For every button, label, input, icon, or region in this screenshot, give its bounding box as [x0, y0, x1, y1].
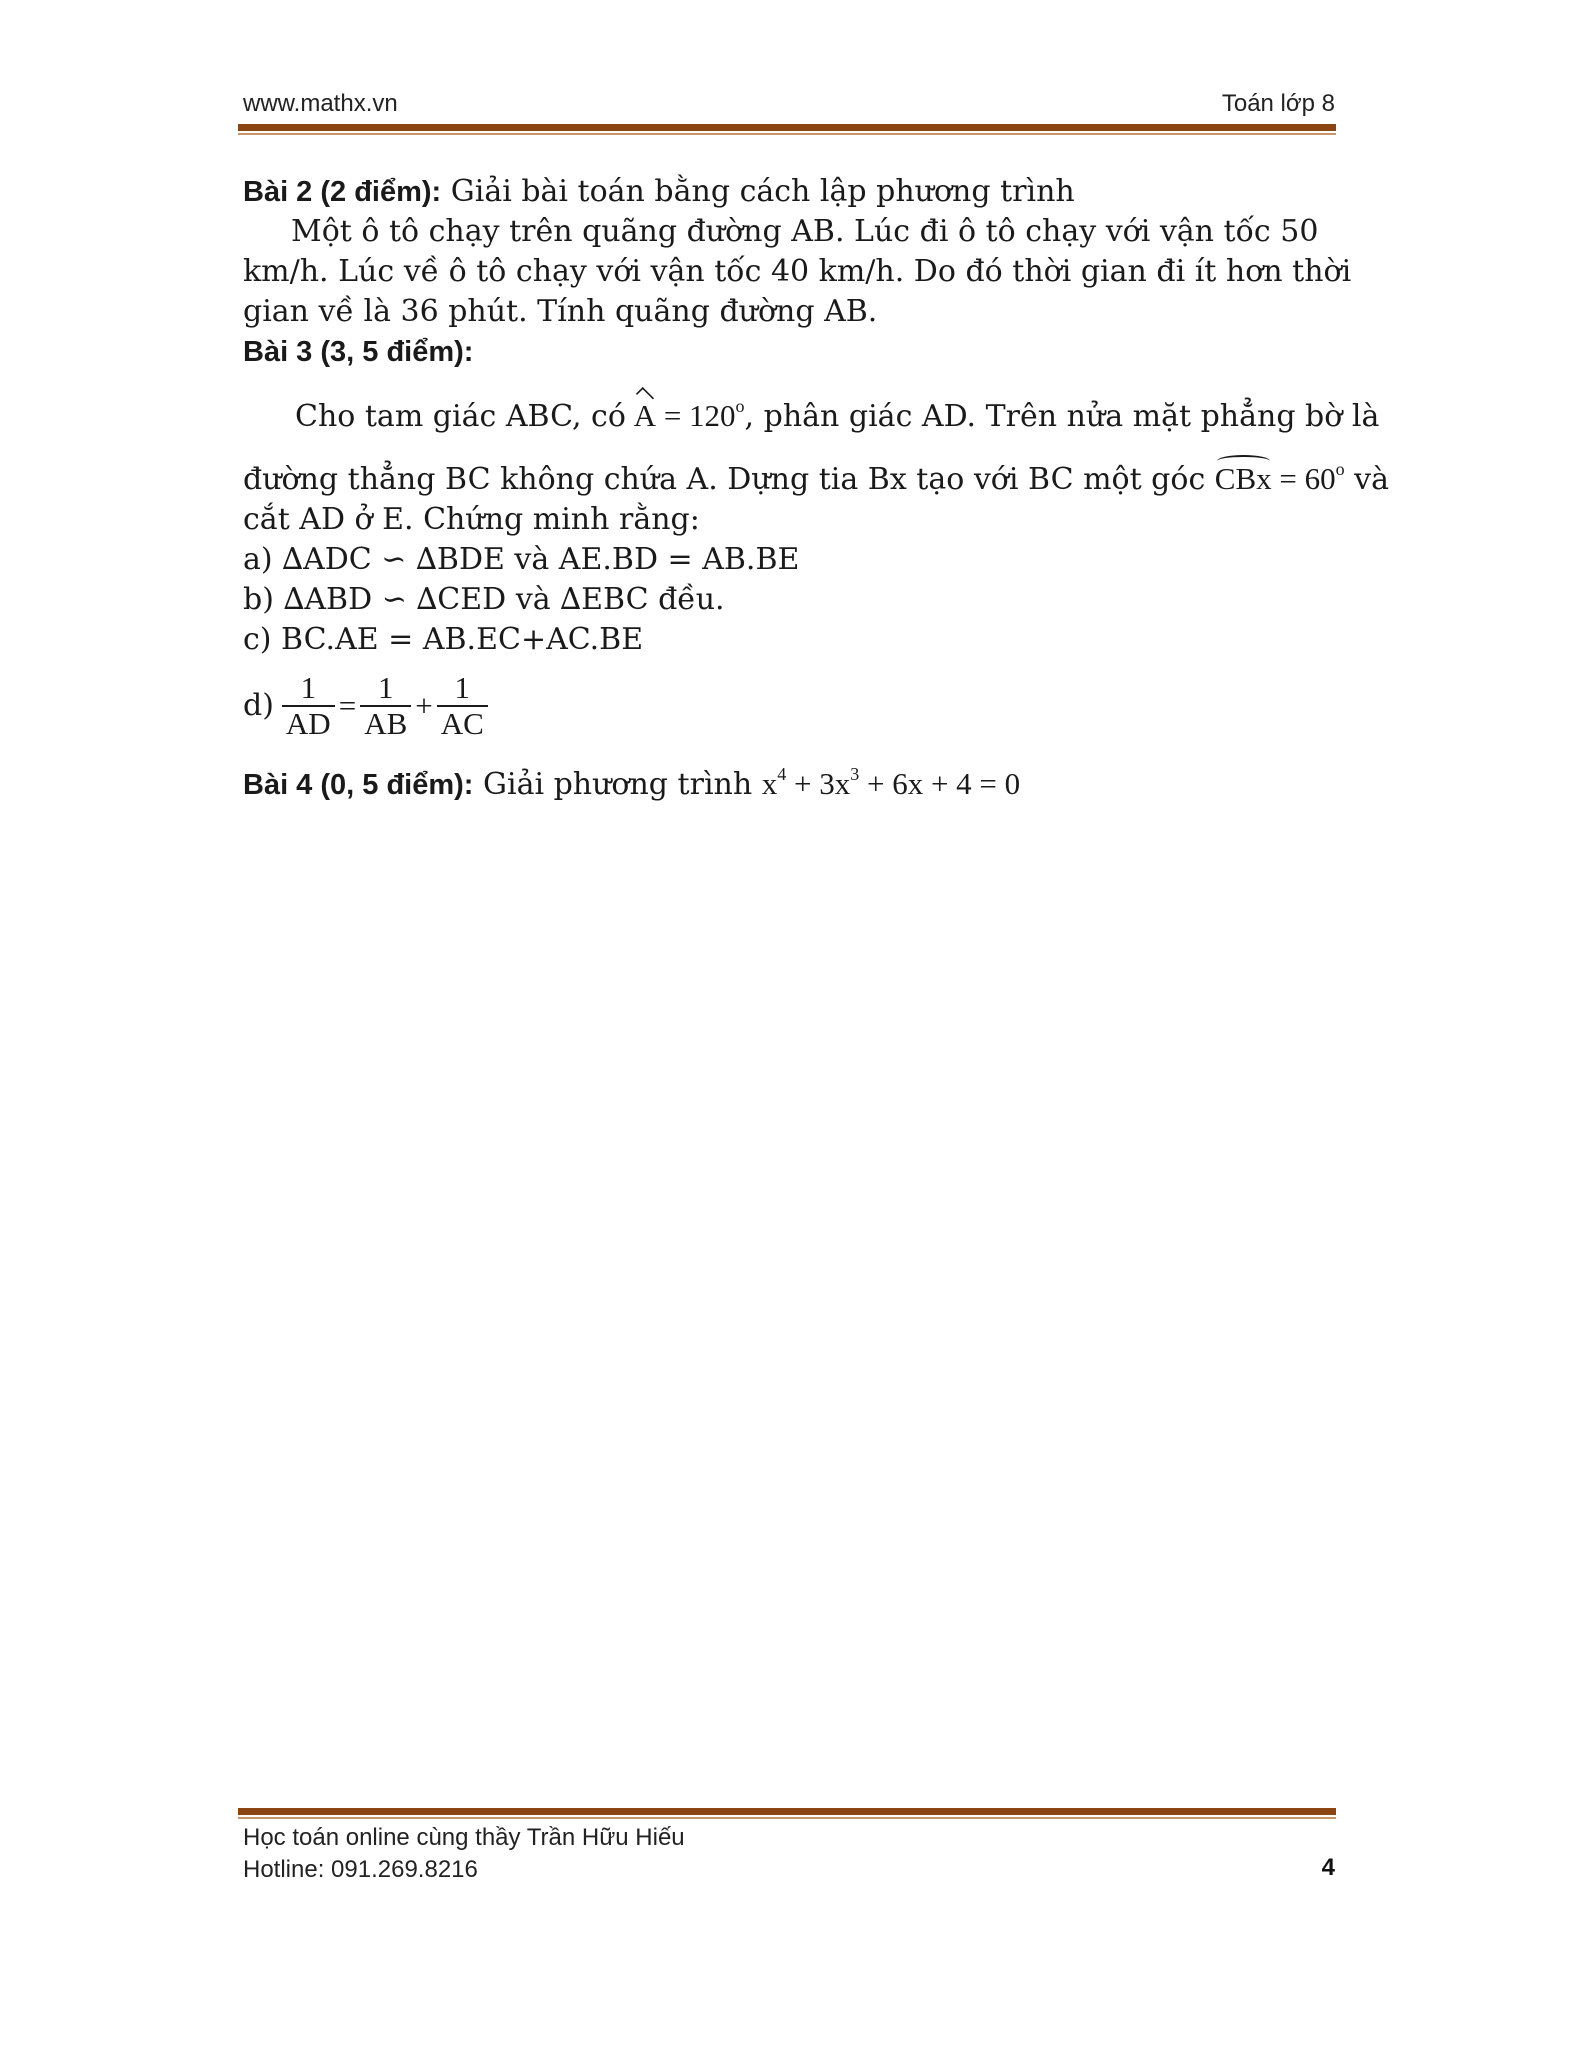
page-content — [243, 172, 1389, 805]
fraction-1-ab — [360, 671, 411, 741]
bai2-line-2: km/h. Lúc về ô tô chạy với vận tốc 40 km/h. Do đó thời gian đi ít hơn thời — [243, 254, 1352, 289]
header-divider — [238, 124, 1336, 135]
header-subject: Toán lớp 8 — [1221, 90, 1335, 117]
bai2-line-3: gian về là 36 phút. Tính quãng đường AB. — [243, 294, 878, 329]
fraction-1-ac — [437, 671, 488, 741]
angle-cbx-value: = 60 — [1271, 461, 1336, 496]
fraction-1-ad — [282, 671, 335, 741]
bai3-part-a: a) ∆ADC ∽ ∆BDE và AE.BD = AB.BE — [243, 542, 800, 577]
bai3-l1-post: , phân giác AD. Trên nửa mặt phẳng bờ là — [744, 399, 1380, 434]
angle-cbx-symbol: CBx — [1215, 459, 1272, 499]
fraction-denominator: AB — [360, 705, 411, 741]
footer-divider — [238, 1808, 1336, 1819]
header-site: www.mathx.vn — [243, 90, 398, 117]
bai3-part-d — [243, 664, 1338, 748]
bai3-title: Bài 3 (3, 5 điểm): — [243, 336, 474, 368]
degree-sign: o — [735, 396, 745, 416]
bai4-heading — [243, 754, 1338, 805]
bai4-equation: $x^4 + 3x^3 + 6x + 4 = 0$ — [761, 764, 1021, 801]
page-number: 4 — [1321, 1854, 1335, 1881]
fraction-denominator: AD — [282, 705, 335, 741]
equals-sign: = — [338, 688, 357, 723]
bai3-l2-post: và — [1344, 462, 1389, 497]
plus-sign: + — [415, 688, 433, 723]
part-d-label: d) — [243, 688, 274, 723]
bai2-title: Bài 2 (2 điểm): — [243, 176, 442, 208]
fraction-numerator: 1 — [377, 670, 394, 705]
footer-line-1: Học toán online cùng thầy Trần Hữu Hiếu — [243, 1824, 685, 1851]
angle-a-value: = 120 — [656, 398, 736, 433]
fraction-numerator: 1 — [300, 670, 317, 705]
bai3-part-b: b) ∆ABD ∽ ∆CED và ∆EBC đều. — [243, 582, 725, 617]
bai3-line-1 — [243, 386, 1380, 437]
bai4-title: Bài 4 (0, 5 điểm): — [243, 769, 474, 801]
fraction-denominator: AC — [437, 705, 488, 741]
bai2-task: Giải bài toán bằng cách lập phương trình — [441, 174, 1075, 209]
bai2-line-1: Một ô tô chạy trên quãng đường AB. Lúc đi ô tô chạy với vận tốc 50 — [291, 214, 1319, 249]
bai3-l1-pre: Cho tam giác ABC, có — [295, 399, 626, 434]
bai3-heading — [243, 332, 1338, 372]
footer-hotline: Hotline: 091.269.8216 — [243, 1856, 478, 1883]
fraction-numerator: 1 — [454, 670, 471, 705]
degree-sign: o — [1335, 459, 1345, 479]
bai4-task: Giải phương trình — [473, 767, 762, 802]
bai3-line-2 — [243, 449, 1389, 500]
bai3-l2-pre: đường thẳng BC không chứa A. Dựng tia Bx tạo với BC một góc — [243, 462, 1215, 497]
angle-a-symbol: A — [634, 396, 656, 436]
footer — [243, 1822, 685, 1886]
bai3-part-c: c) BC.AE = AB.EC+AC.BE — [243, 622, 644, 657]
bai2-heading — [243, 172, 1338, 212]
bai3-line-3: cắt AD ở E. Chứng minh rằng: — [243, 502, 700, 537]
